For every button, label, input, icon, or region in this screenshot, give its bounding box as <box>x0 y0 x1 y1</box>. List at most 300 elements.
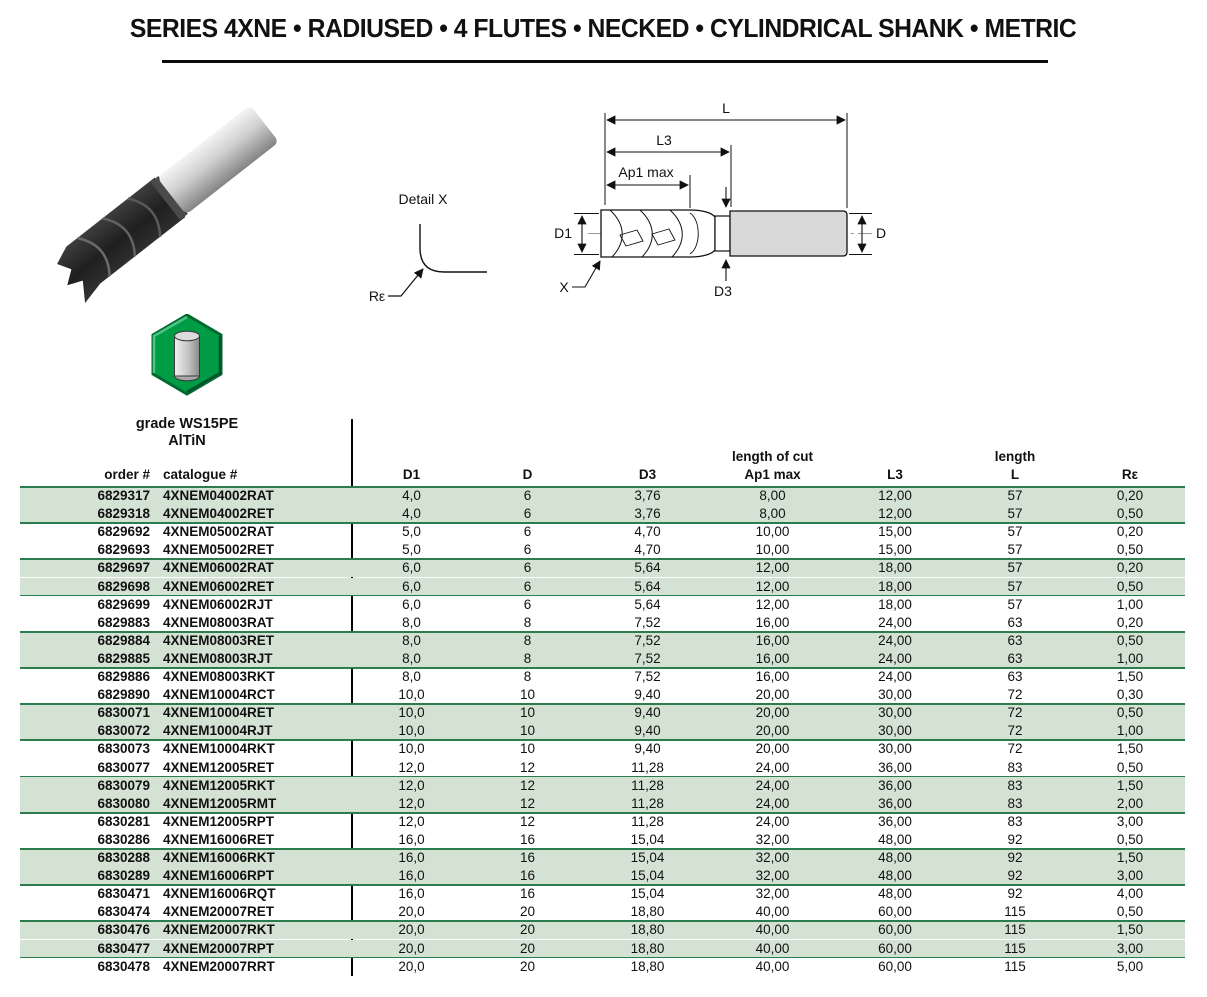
cell-d3: 9,40 <box>634 705 661 721</box>
cell-l: 57 <box>1007 596 1023 612</box>
cell-d3: 7,52 <box>634 614 661 630</box>
cell-d1: 8,0 <box>402 669 421 684</box>
cell-ap1max: 20,00 <box>755 741 790 757</box>
cell-d3: 7,52 <box>634 632 661 648</box>
cell-order: 6829890 <box>97 687 150 703</box>
row-group-separator <box>20 848 1185 850</box>
cell-d1: 12,0 <box>398 777 425 793</box>
table-row <box>20 559 1185 577</box>
cell-l: 83 <box>1007 795 1023 811</box>
cell-catalogue: 4XNEM06002RET <box>163 578 275 594</box>
col-header-l3: L3 <box>887 467 903 482</box>
cell-order: 6830080 <box>97 795 150 811</box>
cell-l: 57 <box>1007 524 1023 540</box>
cell-d: 8 <box>523 669 532 684</box>
cell-l3: 24,00 <box>878 650 912 666</box>
cell-l3: 60,00 <box>878 904 912 920</box>
cell-d: 8 <box>523 650 532 666</box>
cell-l3: 30,00 <box>878 705 912 721</box>
cell-ap1max: 8,00 <box>759 506 786 522</box>
grade-caption <box>102 416 272 450</box>
diagram-shank <box>730 211 847 256</box>
detail-x-drawing <box>335 182 535 317</box>
cell-d: 12 <box>519 759 536 775</box>
cell-ap1max: 10,00 <box>755 524 790 540</box>
table-row <box>20 958 1185 976</box>
table-row <box>20 578 1185 596</box>
cell-d: 20 <box>519 922 536 938</box>
cell-order: 6830289 <box>97 868 150 884</box>
cell-order: 6830072 <box>97 723 150 739</box>
cell-l: 83 <box>1007 777 1023 793</box>
cell-l: 83 <box>1007 813 1023 829</box>
cell-re: 3,00 <box>1116 868 1144 884</box>
cell-order: 6829885 <box>97 650 150 666</box>
cell-d1: 20,0 <box>398 940 425 956</box>
cell-re: 1,00 <box>1116 723 1144 739</box>
cell-re: 1,00 <box>1116 650 1144 666</box>
cell-l3: 30,00 <box>878 723 912 739</box>
cell-re: 4,00 <box>1116 886 1144 902</box>
cell-ap1max: 12,00 <box>755 578 790 594</box>
cell-catalogue: 4XNEM06002RJT <box>163 596 273 612</box>
cell-re: 0,30 <box>1116 687 1144 703</box>
cell-re: 0,20 <box>1116 524 1144 540</box>
cell-d3: 15,04 <box>630 868 665 884</box>
cell-l: 92 <box>1007 886 1023 902</box>
cell-d1: 8,0 <box>402 614 421 630</box>
grade-line1: grade WS15PE <box>135 416 239 432</box>
cell-re: 0,50 <box>1116 904 1144 920</box>
table-rows <box>20 487 1185 976</box>
row-group-separator <box>20 703 1185 705</box>
table-row <box>20 849 1185 867</box>
table-row <box>20 541 1185 559</box>
cell-re: 3,00 <box>1116 813 1144 829</box>
cell-re: 0,50 <box>1116 632 1144 648</box>
cell-d1: 4,0 <box>402 488 421 503</box>
cell-catalogue: 4XNEM20007RKT <box>163 922 275 938</box>
col-header-order: order # <box>104 467 150 482</box>
row-group-separator <box>20 631 1185 633</box>
cell-l3: 15,00 <box>878 542 912 558</box>
cell-d1: 10,0 <box>398 687 425 703</box>
cell-order: 6830286 <box>97 831 150 847</box>
cell-order: 6829692 <box>97 524 150 540</box>
table-row <box>20 940 1185 958</box>
cell-d1: 16,0 <box>398 831 425 847</box>
cell-d3: 5,64 <box>634 578 661 594</box>
cell-d3: 18,80 <box>630 958 665 974</box>
cell-d: 20 <box>519 904 536 920</box>
cell-l3: 12,00 <box>878 506 912 522</box>
table-row <box>20 650 1185 668</box>
cell-l: 72 <box>1007 687 1023 703</box>
cell-order: 6830077 <box>97 759 150 775</box>
cell-order: 6830471 <box>97 886 150 902</box>
cell-l3: 48,00 <box>878 831 912 847</box>
cell-d: 16 <box>519 868 536 884</box>
cell-d: 16 <box>519 850 536 865</box>
header-length-of-cut: length of cut <box>732 449 813 464</box>
cell-re: 0,50 <box>1116 831 1144 847</box>
cell-d3: 3,76 <box>634 488 661 503</box>
cell-re: 0,50 <box>1116 506 1144 522</box>
cell-d3: 11,28 <box>631 795 664 811</box>
cell-d: 12 <box>519 777 536 793</box>
cell-d: 16 <box>519 831 536 847</box>
dim-label-L3: L3 <box>656 132 672 148</box>
cell-d: 20 <box>519 940 536 956</box>
table-row <box>20 777 1185 795</box>
cell-catalogue: 4XNEM10004RCT <box>163 687 275 703</box>
dim-label-D3: D3 <box>714 283 732 299</box>
cell-ap1max: 20,00 <box>755 723 790 739</box>
cell-d1: 5,0 <box>402 542 421 558</box>
cell-d: 8 <box>523 614 532 630</box>
row-group-separator <box>20 486 1185 488</box>
cell-d: 8 <box>523 632 532 648</box>
cell-order: 6830073 <box>97 741 150 757</box>
cell-l3: 36,00 <box>878 795 912 811</box>
cell-catalogue: 4XNEM12005RPT <box>163 813 275 829</box>
cell-l: 115 <box>1004 940 1026 956</box>
cell-l3: 30,00 <box>878 687 912 703</box>
table-row <box>20 903 1185 921</box>
cell-d3: 4,70 <box>634 524 661 540</box>
cell-catalogue: 4XNEM10004RET <box>163 705 275 721</box>
cell-l: 57 <box>1007 578 1023 594</box>
cell-re: 0,50 <box>1116 542 1144 558</box>
dim-label-X: X <box>559 279 569 295</box>
cell-d1: 16,0 <box>398 886 425 902</box>
cell-catalogue: 4XNEM20007RRT <box>163 958 275 974</box>
cell-ap1max: 32,00 <box>755 850 790 865</box>
table-row <box>20 867 1185 885</box>
cell-catalogue: 4XNEM10004RKT <box>163 741 275 757</box>
cell-order: 6829693 <box>97 542 150 558</box>
cell-re: 2,00 <box>1116 795 1144 811</box>
cell-d1: 5,0 <box>402 524 421 540</box>
col-header-d3: D3 <box>638 467 657 482</box>
cell-ap1max: 24,00 <box>755 777 790 793</box>
cell-d: 10 <box>519 705 536 721</box>
cell-re: 0,50 <box>1116 759 1144 775</box>
cell-l3: 24,00 <box>878 669 912 684</box>
cell-d: 6 <box>523 524 532 540</box>
cell-order: 6830079 <box>97 777 150 793</box>
cell-d: 6 <box>523 596 532 612</box>
cell-d1: 10,0 <box>398 705 425 721</box>
table-row <box>20 885 1185 903</box>
detail-x-radius-label: Rε <box>368 288 386 304</box>
cell-d: 16 <box>519 886 536 902</box>
cell-catalogue: 4XNEM06002RAT <box>163 560 274 576</box>
cell-d: 12 <box>519 813 536 829</box>
col-header-catalogue: catalogue # <box>163 467 238 482</box>
cell-d1: 6,0 <box>402 578 421 594</box>
cell-ap1max: 20,00 <box>755 687 790 703</box>
cell-l: 115 <box>1004 904 1026 920</box>
table-row <box>20 632 1185 650</box>
hexagon-cylinder <box>175 336 200 376</box>
cell-l: 115 <box>1004 922 1026 938</box>
cell-l: 63 <box>1007 614 1023 630</box>
cell-l: 57 <box>1007 506 1023 522</box>
cell-d1: 8,0 <box>402 632 421 648</box>
cell-order: 6830071 <box>97 705 150 721</box>
cell-l: 72 <box>1007 741 1023 757</box>
cell-order: 6830288 <box>97 850 150 865</box>
cell-re: 1,00 <box>1116 596 1144 612</box>
table-row <box>20 668 1185 686</box>
table-row <box>20 813 1185 831</box>
cell-d: 6 <box>523 488 532 503</box>
cell-d: 20 <box>519 958 536 974</box>
cell-ap1max: 40,00 <box>755 922 790 938</box>
cell-d1: 16,0 <box>398 868 425 884</box>
cell-d3: 7,52 <box>634 650 661 666</box>
endmill-photo-body <box>48 104 283 303</box>
cell-re: 0,20 <box>1116 614 1144 630</box>
cell-order: 6829698 <box>97 578 150 594</box>
table-row <box>20 722 1185 740</box>
cell-l: 72 <box>1007 705 1023 721</box>
table-row <box>20 596 1185 614</box>
cell-d3: 5,64 <box>634 596 661 612</box>
table-row <box>20 686 1185 704</box>
cell-d1: 10,0 <box>398 741 425 757</box>
endmill-photo <box>25 98 320 303</box>
cell-ap1max: 16,00 <box>755 650 790 666</box>
cell-d3: 7,52 <box>634 669 661 684</box>
cell-l3: 18,00 <box>878 560 912 576</box>
cell-ap1max: 12,00 <box>755 560 790 576</box>
cell-order: 6830476 <box>97 922 150 938</box>
row-group-separator <box>20 920 1185 922</box>
cell-ap1max: 40,00 <box>755 940 790 956</box>
table-header <box>20 448 1185 486</box>
cell-l3: 48,00 <box>878 868 912 884</box>
cell-order: 6830478 <box>97 958 150 974</box>
cell-d3: 9,40 <box>634 687 661 703</box>
table-row <box>20 740 1185 758</box>
cell-l: 72 <box>1007 723 1023 739</box>
table-row <box>20 704 1185 722</box>
cell-l: 57 <box>1007 560 1023 576</box>
col-header-l: L <box>1010 467 1020 482</box>
cell-d3: 9,40 <box>634 723 661 739</box>
row-group-separator <box>20 522 1185 524</box>
cell-catalogue: 4XNEM08003RET <box>163 632 275 648</box>
cell-d: 6 <box>523 542 532 558</box>
cell-ap1max: 10,00 <box>755 542 790 558</box>
row-group-separator <box>20 595 1185 597</box>
cell-ap1max: 16,00 <box>755 669 790 684</box>
cell-l3: 60,00 <box>878 940 912 956</box>
cell-re: 0,50 <box>1116 578 1144 594</box>
cell-d: 12 <box>519 795 536 811</box>
cell-d3: 15,04 <box>630 850 665 865</box>
table-row <box>20 505 1185 523</box>
cell-ap1max: 32,00 <box>755 831 790 847</box>
cell-l3: 24,00 <box>878 614 912 630</box>
page-title-text: SERIES 4XNE • RADIUSED • 4 FLUTES • NECKED • CYLINDRICAL SHANK • METRIC <box>130 13 1077 43</box>
cell-order: 6829317 <box>97 488 150 503</box>
cell-order: 6830474 <box>97 904 150 920</box>
cell-catalogue: 4XNEM20007RET <box>163 904 275 920</box>
cell-d1: 12,0 <box>398 813 425 829</box>
grade-line2: AlTiN <box>168 433 206 449</box>
cell-d1: 6,0 <box>402 596 421 612</box>
cell-d: 6 <box>523 560 532 576</box>
row-group-separator <box>20 812 1185 814</box>
dim-label-D1: D1 <box>554 225 572 241</box>
cell-d1: 16,0 <box>398 850 425 865</box>
cell-d3: 18,80 <box>630 940 665 956</box>
cell-ap1max: 16,00 <box>755 614 790 630</box>
cell-order: 6829884 <box>97 632 150 648</box>
cell-catalogue: 4XNEM16006RET <box>163 831 275 847</box>
cell-l: 63 <box>1007 650 1023 666</box>
cell-l3: 12,00 <box>878 488 912 503</box>
cell-d1: 6,0 <box>402 560 421 576</box>
cell-l: 63 <box>1007 669 1023 684</box>
table-row <box>20 795 1185 813</box>
cell-order: 6829697 <box>97 560 150 576</box>
cell-l: 63 <box>1007 632 1023 648</box>
cell-ap1max: 8,00 <box>759 488 786 503</box>
cell-d3: 18,80 <box>630 922 665 938</box>
cell-d3: 11,28 <box>631 777 664 793</box>
cell-ap1max: 12,00 <box>755 596 790 612</box>
cell-ap1max: 32,00 <box>755 886 790 902</box>
cell-d3: 11,28 <box>631 813 664 829</box>
col-header-d: D <box>522 467 533 482</box>
detail-x-leader-line <box>388 269 423 296</box>
cell-d1: 20,0 <box>398 958 425 974</box>
cell-order: 6829318 <box>97 506 150 522</box>
cell-catalogue: 4XNEM05002RET <box>163 542 275 558</box>
cell-d1: 12,0 <box>398 759 425 775</box>
cell-ap1max: 24,00 <box>755 795 790 811</box>
cell-d1: 20,0 <box>398 904 425 920</box>
cell-d: 6 <box>523 506 532 522</box>
cell-l: 92 <box>1007 868 1023 884</box>
detail-x-corner-profile <box>420 224 487 272</box>
table-row <box>20 614 1185 632</box>
dim-label-D: D <box>876 225 887 241</box>
table-row <box>20 831 1185 849</box>
cell-l3: 48,00 <box>878 850 912 865</box>
cell-l: 83 <box>1007 759 1023 775</box>
table-row <box>20 759 1185 777</box>
cell-l: 57 <box>1007 542 1023 558</box>
photo-shank <box>157 105 279 215</box>
cell-l3: 18,00 <box>878 578 912 594</box>
row-group-separator <box>20 776 1185 778</box>
cell-l3: 60,00 <box>878 958 912 974</box>
cell-l3: 30,00 <box>878 741 912 757</box>
cell-d3: 9,40 <box>634 741 661 757</box>
cell-d: 10 <box>519 687 536 703</box>
cell-re: 0,20 <box>1116 560 1144 576</box>
cell-d: 10 <box>519 741 536 757</box>
cell-re: 1,50 <box>1116 741 1144 757</box>
cell-order: 6830281 <box>97 813 150 829</box>
cell-d: 6 <box>523 578 532 594</box>
grade-hexagon-icon <box>148 314 226 396</box>
table-row <box>20 523 1185 541</box>
cell-order: 6830477 <box>97 940 150 956</box>
cell-l: 92 <box>1007 850 1023 865</box>
cell-catalogue: 4XNEM12005RKT <box>163 777 275 793</box>
cell-d1: 20,0 <box>398 922 425 938</box>
cell-l: 92 <box>1007 831 1023 847</box>
cell-catalogue: 4XNEM04002RAT <box>163 488 274 503</box>
cell-catalogue: 4XNEM04002RET <box>163 506 275 522</box>
diagram-neck <box>715 216 730 251</box>
cell-d3: 3,76 <box>634 506 661 522</box>
cell-d1: 10,0 <box>398 723 425 739</box>
col-header-re: Rε <box>1121 467 1139 482</box>
header-length: length <box>994 449 1036 464</box>
cell-ap1max: 16,00 <box>755 632 790 648</box>
cell-re: 0,50 <box>1116 705 1144 721</box>
cell-l: 57 <box>1007 488 1023 503</box>
cell-d3: 11,28 <box>631 759 664 775</box>
cell-catalogue: 4XNEM10004RJT <box>163 723 273 739</box>
cell-catalogue: 4XNEM08003RJT <box>163 650 273 666</box>
row-group-separator <box>20 957 1185 959</box>
cell-re: 1,50 <box>1116 922 1144 938</box>
detail-x-title: Detail X <box>398 191 448 207</box>
cell-d3: 15,04 <box>630 831 665 847</box>
cell-l3: 24,00 <box>878 632 912 648</box>
cell-d1: 12,0 <box>398 795 425 811</box>
cell-l3: 15,00 <box>878 524 912 540</box>
cell-re: 0,20 <box>1116 488 1144 503</box>
cell-catalogue: 4XNEM08003RKT <box>163 669 275 684</box>
cell-d3: 5,64 <box>634 560 661 576</box>
table-row <box>20 921 1185 939</box>
col-header-d1: D1 <box>402 467 421 482</box>
cell-ap1max: 24,00 <box>755 813 790 829</box>
cell-d1: 4,0 <box>402 506 421 522</box>
cell-d3: 18,80 <box>630 904 665 920</box>
cell-l3: 36,00 <box>878 813 912 829</box>
row-group-separator <box>20 884 1185 886</box>
table-row <box>20 487 1185 505</box>
cell-l3: 48,00 <box>878 886 912 902</box>
cell-re: 1,50 <box>1116 669 1144 684</box>
cell-d: 10 <box>519 723 536 739</box>
cell-re: 1,50 <box>1116 777 1144 793</box>
dim-label-L: L <box>722 100 730 116</box>
title-underline <box>162 60 1048 63</box>
cell-catalogue: 4XNEM12005RMT <box>163 795 277 811</box>
cell-catalogue: 4XNEM16006RQT <box>163 886 276 902</box>
row-group-separator <box>20 558 1185 560</box>
row-group-separator <box>20 739 1185 741</box>
cell-l3: 60,00 <box>878 922 912 938</box>
dim-label-Ap1max: Ap1 max <box>618 164 674 180</box>
cell-re: 1,50 <box>1116 850 1144 865</box>
cell-l: 115 <box>1004 958 1026 974</box>
cell-catalogue: 4XNEM12005RET <box>163 759 275 775</box>
cell-d3: 4,70 <box>634 542 661 558</box>
cell-re: 3,00 <box>1116 940 1144 956</box>
